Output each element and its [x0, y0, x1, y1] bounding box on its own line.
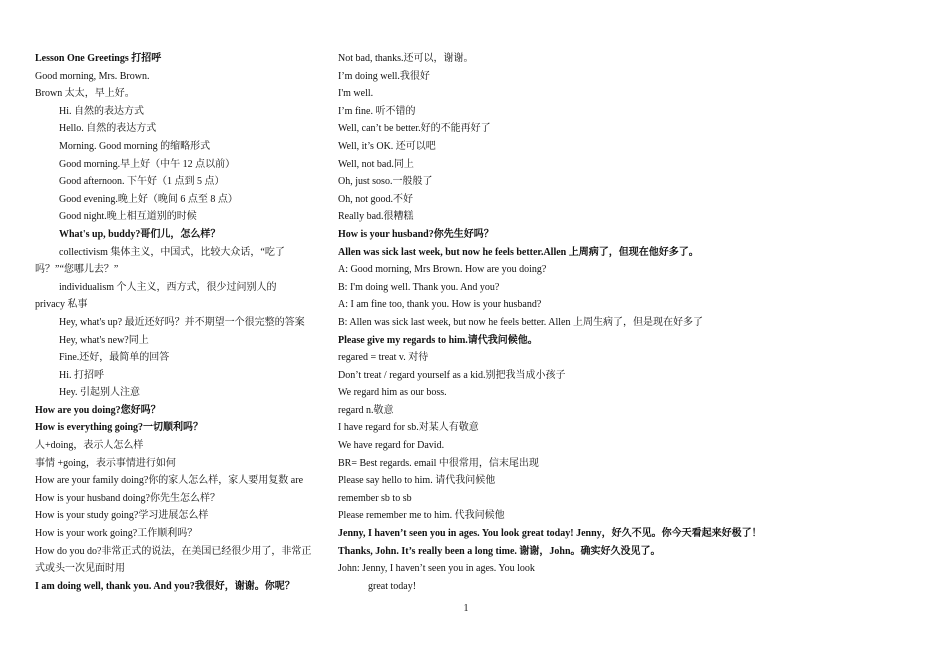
- right-text-line: Well, can’t be better.好的不能再好了: [338, 123, 491, 135]
- right-text-line: Really bad.很糟糕: [338, 211, 414, 223]
- right-text-line: Don’t treat / regard yourself as a kid.别把我当成小孩子: [338, 369, 566, 381]
- right-text-line: I’m fine. 听不错的: [338, 105, 416, 117]
- right-text-line: great today!: [368, 580, 417, 592]
- left-text-line: Good afternoon. 下午好（1 点到 5 点）: [59, 176, 225, 188]
- left-text-line: Good evening.晚上好（晚间 6 点至 8 点）: [59, 193, 238, 205]
- right-text-line: Thanks, John. It’s really been a long time. 谢谢，John。确实好久没见了。: [338, 545, 661, 557]
- left-text-line: Good morning, Mrs. Brown.: [35, 70, 150, 82]
- right-text-line: Please remember me to him. 代我问候他: [338, 510, 505, 522]
- right-text-line: Not bad, thanks.还可以，谢谢。: [338, 53, 474, 64]
- right-text-line: BR= Best regards. email 中很常用，信末尾出现: [338, 457, 539, 469]
- left-text-line: Hey. 引起别人注意: [59, 387, 141, 399]
- right-text-line: A: Good morning, Mrs Brown. How are you doing?: [338, 264, 547, 276]
- right-text-line: I'm well.: [338, 88, 374, 100]
- left-text-line: 吗？”“您哪儿去？”: [35, 264, 119, 276]
- right-text-line: Well, it’s OK. 还可以吧: [338, 140, 436, 152]
- right-text-line: I have regard for sb.对某人有敬意: [338, 422, 479, 434]
- left-text-line: Morning. Good morning 的缩略形式: [59, 140, 211, 152]
- left-text-line: How is your husband doing?你先生怎么样？: [35, 492, 220, 504]
- right-text-line: John: Jenny, I haven’t seen you in ages. You look: [338, 563, 535, 575]
- left-text-line: Hey, what's up? 最近还好吗？并不期望一个很完整的答案: [59, 316, 305, 328]
- right-text-line: How is your husband?你先生好吗？: [338, 228, 494, 240]
- left-text-line: 事情 +going，表示事情进行如何: [35, 457, 176, 469]
- right-text-line: B: I'm doing well. Thank you. And you?: [338, 281, 500, 293]
- page-number: 1: [463, 603, 469, 614]
- right-text-line: We have regard for David.: [338, 440, 445, 452]
- left-text-line: How do you do?非常正式的说法，在美国已经很少用了，非常正: [35, 545, 312, 557]
- right-text-line: Oh, just soso.一般般了: [338, 176, 433, 188]
- right-text-line: Allen was sick last week, but now he feels better.Allen 上周病了，但现在他好多了。: [338, 246, 699, 258]
- right-column: [338, 50, 778, 595]
- left-text-line: I am doing well, thank you. And you?我很好，谢谢。你呢？: [35, 580, 295, 592]
- left-text-line: privacy 私事: [35, 299, 88, 311]
- right-text-line: A: I am fine too, thank you. How is your husband?: [338, 299, 542, 311]
- left-text-line: How are you doing?您好吗？: [35, 404, 161, 416]
- left-text-line: 式或头一次见面时用: [35, 563, 125, 575]
- left-text-line: Good night.晚上相互道别的时候: [59, 211, 197, 223]
- right-text-line: B: Allen was sick last week, but now he feels better. Allen 上周生病了，但是现在好多了: [338, 316, 703, 328]
- left-text-line: How is your study going?学习进展怎么样: [35, 510, 209, 522]
- right-text-line: regard n.敬意: [338, 404, 394, 416]
- right-text-line: Well, not bad.同上: [338, 158, 414, 170]
- left-text-line: collectivism 集体主义，中国式，比较大众话，“吃了: [59, 246, 285, 258]
- right-text-line: Please say hello to him. 请代我问候他: [338, 475, 496, 487]
- left-text-line: Brown 太太，早上好。: [35, 88, 135, 100]
- right-text-line: We regard him as our boss.: [338, 387, 447, 399]
- left-text-line: Hello. 自然的表达方式: [59, 123, 157, 135]
- right-text-line: remember sb to sb: [338, 492, 412, 504]
- left-text-line: Fine.还好，最简单的回答: [59, 352, 170, 364]
- left-text-line: Hey, what's new?同上: [59, 334, 149, 346]
- left-text-line: Hi. 打招呼: [59, 369, 104, 381]
- right-text-line: I’m doing well.我很好: [338, 70, 430, 82]
- left-text-line: Hi. 自然的表达方式: [59, 105, 144, 117]
- right-text-line: Oh, not good.不好: [338, 193, 413, 205]
- right-text-line: regared = treat v. 对待: [338, 352, 429, 364]
- left-text-line: How is your work going?工作顺利吗？: [35, 528, 198, 540]
- left-text-line: Good morning.早上好（中午 12 点以前）: [59, 158, 236, 170]
- right-text-line: Please give my regards to him.请代我问候他。: [338, 334, 538, 346]
- left-text-line: 人+doing，表示人怎么样: [35, 440, 144, 452]
- left-text-line: How are your family doing?你的家人怎么样，家人要用复数 are: [35, 475, 304, 487]
- left-text-line: Lesson One Greetings 打招呼: [35, 53, 162, 64]
- left-text-line: How is everything going?一切顺利吗？: [35, 422, 204, 434]
- left-text-line: individualism 个人主义，西方式，很少过问别人的: [59, 281, 277, 293]
- left-text-line: What's up, buddy?哥们儿，怎么样？: [59, 228, 221, 240]
- right-text-line: Jenny, I haven’t seen you in ages. You look great today! Jenny，好久不见。你今天看起来好极了！: [338, 528, 762, 540]
- left-column: [35, 50, 316, 595]
